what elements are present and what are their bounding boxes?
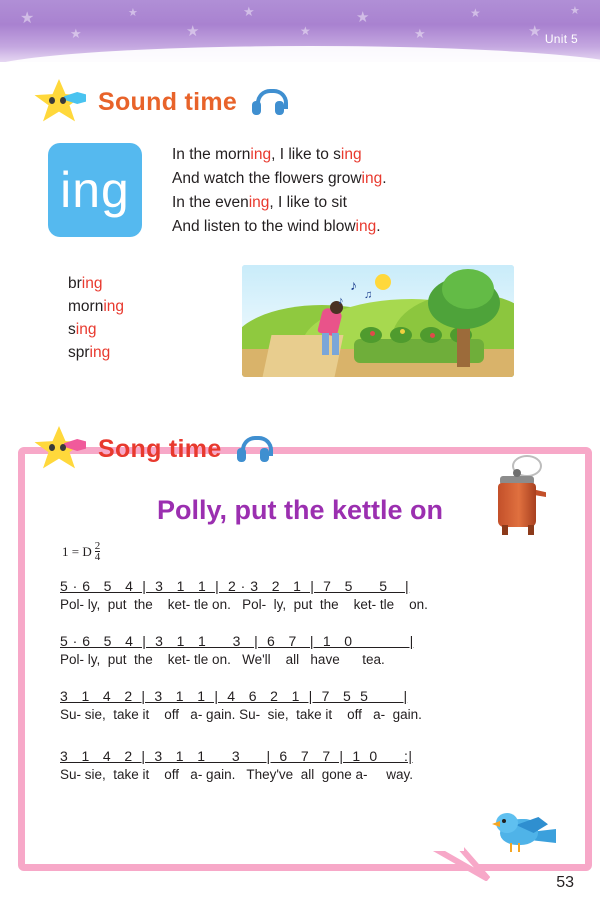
star-icon [34, 426, 86, 472]
headphone-icon [236, 434, 270, 464]
plain-text: br [68, 275, 82, 292]
plain-text: In the even [172, 194, 249, 211]
unit-label: Unit 5 [544, 32, 578, 46]
music-stave [60, 633, 530, 672]
plain-text: And watch the flowers grow [172, 170, 362, 187]
sound-time-title: Sound time [98, 87, 238, 116]
word-list-item [68, 272, 124, 295]
key-prefix: 1 = D [62, 543, 92, 559]
page-number: 53 [556, 874, 574, 891]
highlight-text: ing [361, 170, 383, 187]
star-icon [34, 79, 86, 125]
music-stave [60, 578, 530, 617]
word-list [68, 272, 124, 364]
stave-notes: 5 · 6 5 4 | 3 1 1 | 2 · 3 2 1 | 7 5 5 | [60, 578, 410, 594]
highlight-text: ing [250, 146, 272, 163]
speech-box-tail [430, 845, 490, 881]
highlight-text: ing [340, 146, 362, 163]
top-banner: ★ ★ ★ ★ ★ ★ ★ ★ ★ ★ ★ Unit 5 [0, 0, 600, 62]
time-signature: $\frac{2}{4}$ [94, 540, 101, 563]
highlight-text: ing [355, 218, 377, 235]
plain-text: spr [68, 344, 90, 361]
song-name: Polly, put the kettle on [156, 495, 444, 525]
highlight-text: ing [248, 194, 270, 211]
music-stave [60, 688, 530, 727]
plain-text: s [68, 321, 76, 338]
song-time-header [34, 425, 270, 473]
plain-text: . [376, 218, 381, 235]
plain-text: , I like to s [271, 146, 341, 163]
countryside-illustration: ♪ ♫ ♪ [242, 265, 514, 377]
rhyme-line [172, 215, 387, 239]
plain-text: . [382, 170, 387, 187]
word-list-item [68, 318, 124, 341]
stave-notes: 3 1 4 2 | 3 1 1 | 4 6 2 1 | 7 5 5 | [60, 688, 408, 704]
song-time-title: Song time [98, 434, 222, 463]
sound-time-header [34, 78, 285, 126]
rhyme-line [172, 167, 387, 191]
highlight-text: ing [103, 298, 125, 315]
stave-lyrics: Su- sie, take it off a- gain. They've all gone a- way. [60, 767, 413, 782]
bird-icon [492, 805, 558, 861]
stave-lyrics: Pol- ly, put the ket- tle on. Pol- ly, put the ket- tle on. [60, 597, 428, 612]
stave-lyrics: Su- sie, take it off a- gain. Su- sie, take it off a- gain. [60, 707, 422, 722]
sound-tile: ing [48, 143, 142, 237]
kettle-icon [492, 455, 548, 539]
rhyme-line [172, 143, 387, 167]
stave-lyrics: Pol- ly, put the ket- tle on. We'll all have tea. [60, 652, 385, 667]
rhyme-text [172, 143, 387, 239]
stave-notes: 5 · 6 5 4 | 3 1 1 3 | 6 7 | 1 0 | [60, 633, 414, 649]
word-list-item [68, 341, 124, 364]
plain-text: morn [68, 298, 104, 315]
plain-text: And listen to the wind blow [172, 218, 356, 235]
music-stave [60, 748, 530, 787]
key-signature [62, 541, 100, 562]
plain-text: In the morn [172, 146, 251, 163]
highlight-text: ing [75, 321, 97, 338]
headphone-icon [251, 87, 285, 117]
highlight-text: ing [89, 344, 111, 361]
rhyme-line [172, 191, 387, 215]
banner-wave [0, 46, 600, 62]
stave-notes: 3 1 4 2 | 3 1 1 3 | 6 7 7 | 1 0 :| [60, 748, 413, 764]
word-list-item [68, 295, 124, 318]
highlight-text: ing [81, 275, 103, 292]
plain-text: , I like to sit [269, 194, 347, 211]
